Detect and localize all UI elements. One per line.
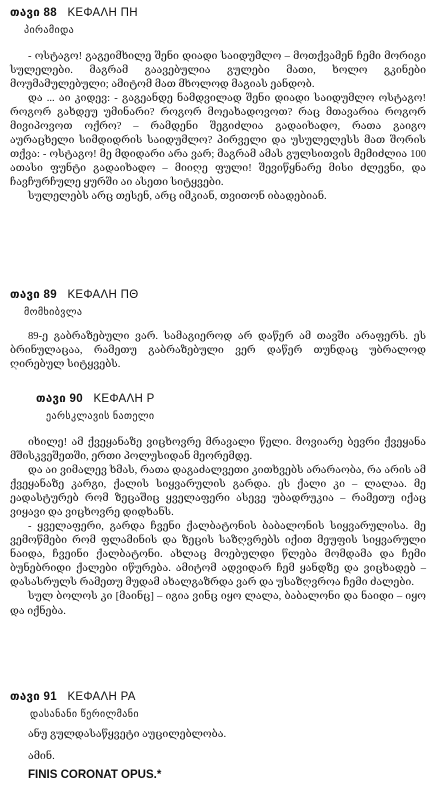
chapter-89-greek: ΚΕΦΑΛΗ ΠΘ [67, 289, 139, 301]
chapter-89 [0, 288, 432, 372]
chapter-89-heading [10, 288, 426, 303]
chapter-91-greek: ΚΕΦΑΛΗ ΡΑ [67, 691, 136, 703]
chapter-90-paragraph-4: სულ ბოლოს კი [მაინც] – იგია ვინც იყო ლალა, ბაბალონი და ნაიდი – იყო და იქნება. [10, 591, 426, 617]
chapter-90 [0, 392, 432, 619]
chapter-90-paragraph-3: - ყველაფერი, გარდა ჩვენი ქალბატონის ბაბალონის სიყვარულისა. მე ვემოწმები რომ ფლამინის და ზეცის საზღვრებს იქით მეუფის სიყვარული ნაიდა, ჩვეინი ქალბატონი. ახლაც მოებულდი წლება მომდამა და ჩემი ბუნებრიდი ქალები იწურება. ამიტომ ადვიდარ ჩემ ყანდზე და ვიცხადებ – დასასრულს რამეთუ მუდამ ახალგაზრდა ვარ და უსაზღვროა ჩემი ძალები. [10, 521, 426, 589]
chapter-90-heading [10, 392, 426, 407]
chapter-91-paragraph-2: ამინ. [28, 750, 55, 762]
chapter-90-subtitle: ეარსკლავის ნათელი [46, 411, 155, 423]
chapter-89-paragraph-1: 89-ე გაბრაზებული ვარ. სამაგიეროდ არ დაწერ ამ თავში არაფერს. ეს ბრინულაცაა, რამეთუ გაბრაზებული ვერ დაწერ თუნდაც უბრალოდ ღირებულ სიტყვებს. [10, 330, 426, 370]
chapter-90-paragraph-1: იხილე! ამ ქვეყანაზე ვიცხოვრე მრავალი წელი. მოვიარე ბევრი ქვეყანა მშისკვეშეთში, ერთი პოლუსიდან მეორემდე. [10, 436, 426, 462]
finis-coronat-opus: FINIS CORONAT OPUS.* [28, 768, 162, 781]
chapter-91-paragraph-1: ანუ გულდასაწყვეტი აუცილებლობა. [28, 728, 227, 740]
chapter-90-number: თავი 90 [36, 393, 83, 405]
chapter-88-paragraph-1: - ოსტაგო! გაგეიმხილე შენი დიადი საიდუმლო – მოთქვამენ ჩემი მორიგი სულელები. მაგრამ გაავებულია გულები მათი, ხოლო გკინები მოუმამულებული; ამიტომ მათ მხოლოდ მაგიას ეანდობ. [10, 50, 426, 90]
chapter-91-subtitle: დასანანი წერილმანი [30, 709, 139, 721]
chapter-89-subtitle: მომხიბვლა [24, 307, 83, 319]
chapter-88-paragraph-3: სულელებს არც თესენ, არც იმკიან, თვითონ იბადებიან. [28, 191, 327, 203]
chapter-88-heading [10, 6, 426, 21]
chapter-90-paragraph-2: და აი ვიმალევ ხმას, რათა დაგაძალვეთი კითხვებს არარაობა, რა არის ამ ქვეყანაზე კარგი, ქალის სიყვარულის გარდა. ეს ქალი კი – ლალაა. მე ეადასტურებ რომ ზეცაშიც ყველაფერი ასევე უბადრუკია – რამეთუ იქაც ვიყავი და ვიცხოვრე დიდხანს. [10, 464, 426, 518]
chapter-88 [0, 6, 432, 204]
chapter-88-greek: ΚΕΦΑΛΗ ΠΗ [67, 7, 138, 19]
chapter-90-greek: ΚΕΦΑΛΗ Ρ [93, 393, 155, 405]
chapter-89-number: თავი 89 [10, 289, 57, 301]
chapter-88-paragraph-2: და ... აი კიდევ: - გაგეანდე ნამდვილად შენი დიადი საიდუმლო ოსტაგო! როგორ გახდეუ უმინარი? როგორ მოეახადოვოთ? რაც მთავარია როგორ მივიპოვოთ ოქრო? – რამდენი შეგიძლია გადაიხადო, რათა გაიგო აურაცხელი სიმდიდრის საიდუმლო? პირველი და უსულელესს მათ შორის თქვა: - ოსტაგო! მე მდიდარი არა ვარ; მაგრამ ამას გულსითვის მემიძლია 100 ათასი ფუნტი გადაიხადო – მიიღე ფული! შევიწყნარე მისი ძლევნი, და ჩავჩურჩულე ყურში აი ასეთი სიტყვები. [10, 92, 426, 189]
chapter-88-number: თავი 88 [10, 7, 57, 19]
chapter-91 [0, 690, 432, 783]
chapter-91-heading [10, 690, 426, 705]
chapter-91-number: თავი 91 [10, 691, 57, 703]
chapter-88-subtitle: პირამიდა [24, 25, 75, 37]
